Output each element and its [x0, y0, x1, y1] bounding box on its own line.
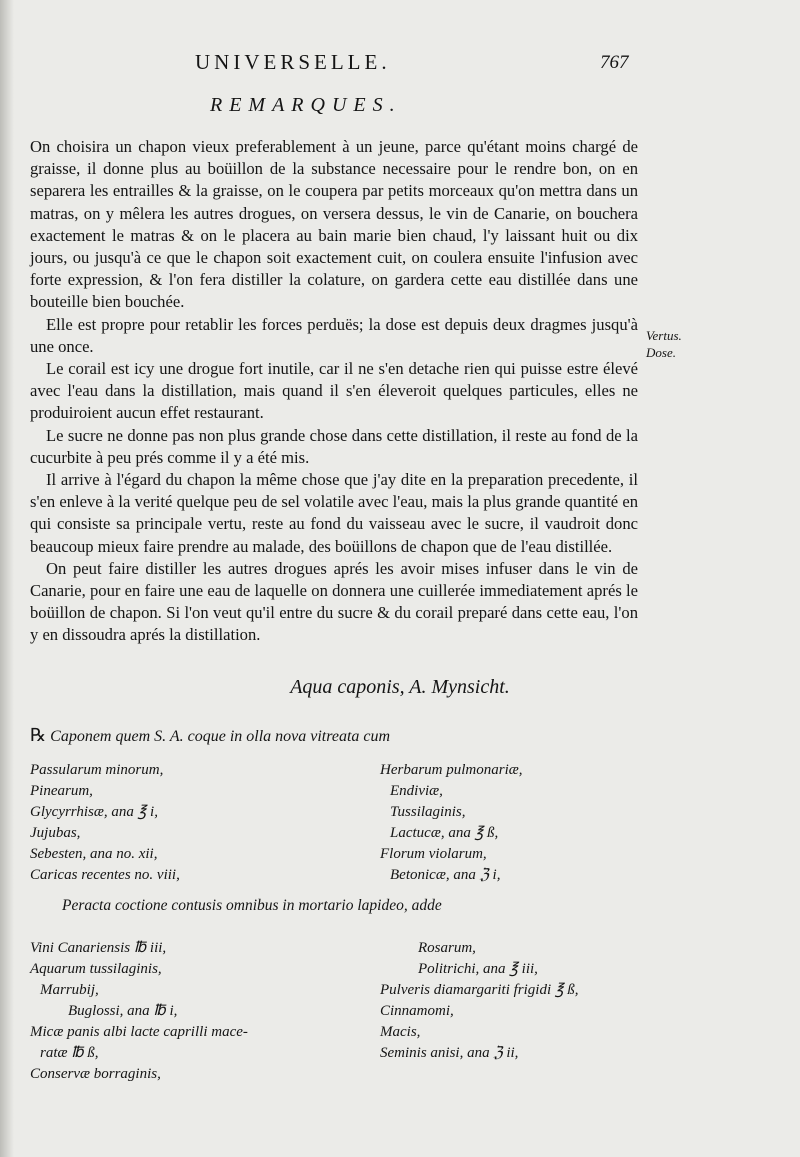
ingredient-line: Marrubij,: [40, 982, 99, 998]
ingredient-line: Pulveris diamargariti frigidi ℥ ß,: [380, 982, 579, 998]
paragraph-coral: Le corail est icy une drogue fort inutile, car il ne s'en detache rien qui puisse estre élevé avec l'eau dans la distillation, mais quand il s'en éleveroit quelques particules, elles ne produiroient aucun effet restaurant.: [30, 359, 638, 423]
ingredient-line: Buglossi, ana ℔ i,: [68, 1003, 178, 1019]
recipe-instruction: Peracta coctione contusis omnibus in mortario lapideo, adde: [62, 897, 442, 914]
paragraph-capon: Il arrive à l'égard du chapon la même chose que j'ay dite en la preparation precedente, il s'en enleve à la verité quelque peu de sel volatile avec l'eau, mais la plus grande quantité en qui consiste sa principale vertu, reste au fond du vaisseau avec le sucre, il vaudroit donc beaucoup mieux faire prendre au malade, des boüillons de chapon que de l'eau distillée.: [30, 470, 638, 556]
ingredient-column-left: [30, 938, 360, 1085]
ingredient-line: Betonicæ, ana ℨ i,: [390, 867, 501, 883]
running-head: UNIVERSELLE.: [195, 50, 391, 74]
recipe-title: Aqua caponis, A. Mynsicht.: [290, 676, 510, 698]
ingredient-line: Aquarum tussilaginis,: [30, 961, 162, 977]
ingredient-line: Cinnamomi,: [380, 1003, 454, 1019]
ingredient-line: Passularum minorum,: [30, 762, 164, 778]
recipe-intro: [30, 725, 390, 746]
page-number: 767: [600, 52, 629, 73]
page-header: [0, 50, 800, 80]
ingredient-line: Micæ panis albi lacte caprilli mace-: [30, 1024, 248, 1040]
ingredient-line: Jujubas,: [30, 825, 81, 841]
ingredient-column-right: [380, 938, 650, 1064]
ingredient-line: Politrichi, ana ℥ iii,: [418, 961, 538, 977]
ingredient-group-2: [30, 938, 640, 1098]
paragraph-dose: Elle est propre pour retablir les forces perduës; la dose est depuis deux dragmes jusqu'à une once.: [30, 314, 638, 356]
ingredient-line: Endiviæ,: [390, 783, 443, 799]
ingredient-line: Sebesten, ana no. xii,: [30, 846, 158, 862]
ingredient-line: Lactucæ, ana ℥ ß,: [390, 825, 499, 841]
recipe-symbol-icon: ℞: [30, 725, 47, 745]
ingredient-line: ratæ ℔ ß,: [40, 1045, 99, 1061]
ingredient-line: Herbarum pulmonariæ,: [380, 762, 523, 778]
section-title: REMARQUES.: [210, 94, 402, 116]
ingredient-line: Tussilaginis,: [390, 804, 466, 820]
ingredient-line: Rosarum,: [418, 940, 476, 956]
ingredient-line: Pinearum,: [30, 783, 93, 799]
ingredient-group-1: [30, 760, 640, 890]
ingredient-line: Conservæ borraginis,: [30, 1066, 161, 1082]
margin-note-vertus: Vertus.: [646, 328, 682, 343]
ingredient-line: Glycyrrhisæ, ana ℥ i,: [30, 804, 158, 820]
margin-note-dose: Dose.: [646, 345, 676, 360]
ingredient-column-left: [30, 760, 360, 886]
recipe-intro-text: Caponem quem S. A. coque in olla nova vitreata cum: [50, 728, 391, 745]
ingredient-line: Florum violarum,: [380, 846, 487, 862]
remarks-body: [30, 136, 638, 647]
ingredient-column-right: [380, 760, 650, 886]
paragraph-variant: On peut faire distiller les autres drogues aprés les avoir mises infuser dans le vin de Canarie, pour en faire une eau de laquelle on donnera une cuillerée immediatement aprés le boüillon de chapon. Si l'on veut qu'il entre du sucre & du corail preparé dans cette eau, l'on y en dissoudra aprés la distillation.: [30, 558, 638, 645]
ingredient-line: Vini Canariensis ℔ iii,: [30, 940, 167, 956]
paragraph-preparation: On choisira un chapon vieux preferablement à un jeune, parce qu'étant moins chargé de graisse, il donne plus au boüillon de la substance necessaire pour le rendre bon, on en separera les entrailles & la graisse, on le coupera par petits morceaux qu'on mettra dans un matras, on y mêlera les autres drogues, on versera dessus, le vin de Canarie, on bouchera exactement le matras & on le placera au bain marie bien chaud, l'y laissant huit ou dix jours, ou jusqu'à ce que le chapon soit exactement cuit, on coulera ensuite l'infusion avec forte expression, & l'on fera distiller la colature, on gardera cette eau distillée dans une bouteille bien bouchée.: [30, 137, 638, 312]
ingredient-line: Caricas recentes no. viii,: [30, 867, 180, 883]
ingredient-line: Macis,: [380, 1024, 421, 1040]
ingredient-line: Seminis anisi, ana ℨ ii,: [380, 1045, 519, 1061]
paragraph-sugar: Le sucre ne donne pas non plus grande chose dans cette distillation, il reste au fond de la cucurbite à peu prés comme il y a été mis.: [30, 425, 638, 467]
page-edge-shadow: [0, 0, 14, 1157]
